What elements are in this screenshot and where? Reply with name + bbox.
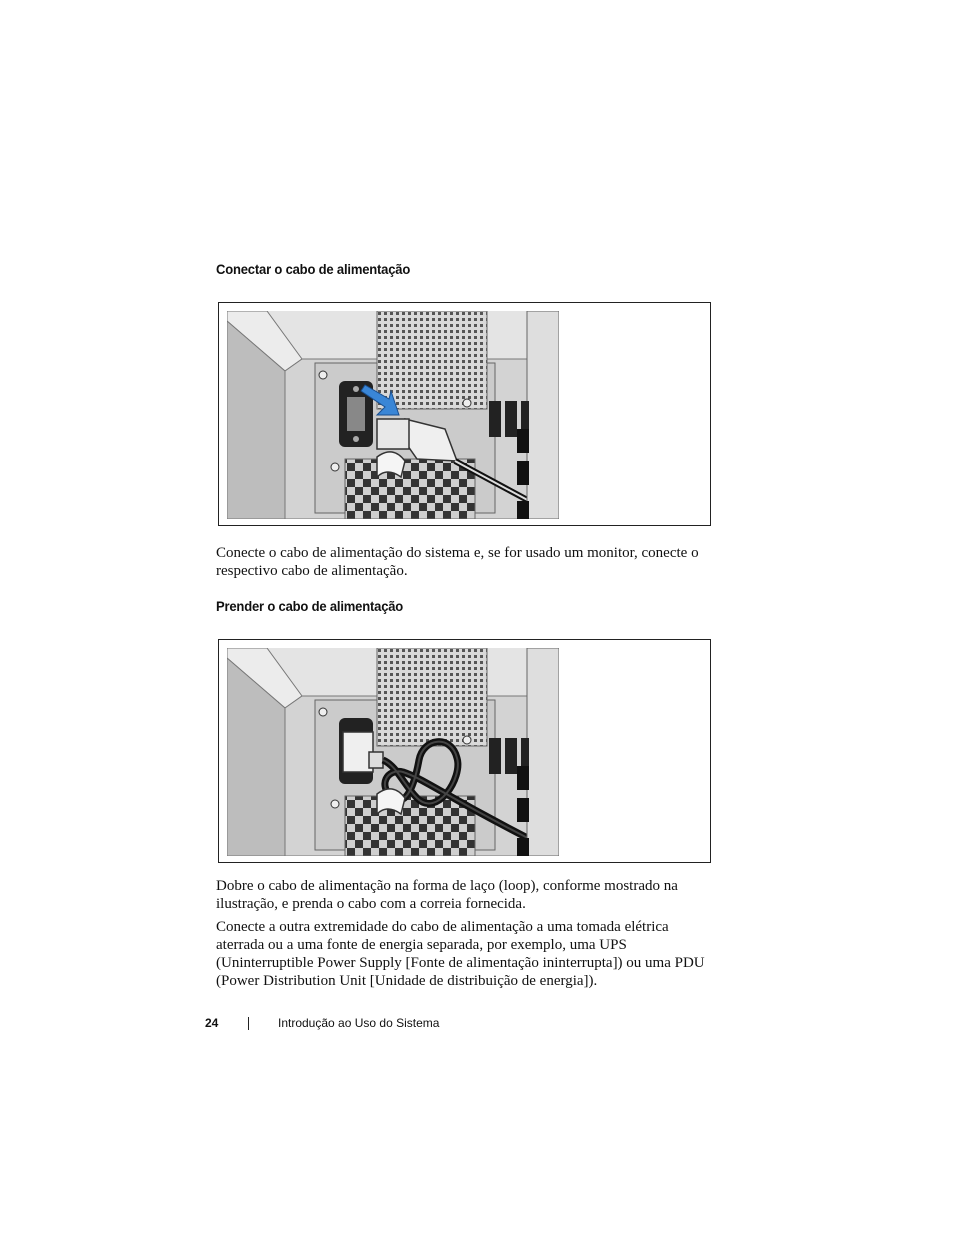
section-heading-connect: Conectar o cabo de alimentação	[216, 261, 411, 277]
section-heading-secure: Prender o cabo de alimentação	[216, 598, 404, 614]
paragraph-outlet-instructions: Conecte a outra extremidade do cabo de alimentação a uma tomada elétrica aterrada ou a uma fonte de energia separada, por exemplo, uma UPS (Uninterruptible Power Supply [Fonte de alimentação ininterrupta]) ou uma PDU (Power Distribution Unit [Unidade de distribuição de energia]).	[216, 919, 705, 989]
figure-secure-power-cable	[218, 639, 711, 863]
figure-connect-power-cable	[218, 302, 711, 526]
chapter-title: Introdução ao Uso do Sistema	[278, 1016, 440, 1030]
paragraph-connect-instructions: Conecte o cabo de alimentação do sistema e, se for usado um monitor, conecte o respectivo cabo de alimentação.	[216, 545, 699, 579]
paragraph-secure-instructions: Dobre o cabo de alimentação na forma de laço (loop), conforme mostrado na ilustração, e prenda o cabo com a correia fornecida.	[216, 878, 678, 912]
power-cable-connect-illustration	[227, 311, 559, 519]
power-cable-loop-illustration	[227, 648, 559, 856]
footer-separator	[248, 1017, 249, 1030]
page-number: 24	[205, 1016, 219, 1030]
